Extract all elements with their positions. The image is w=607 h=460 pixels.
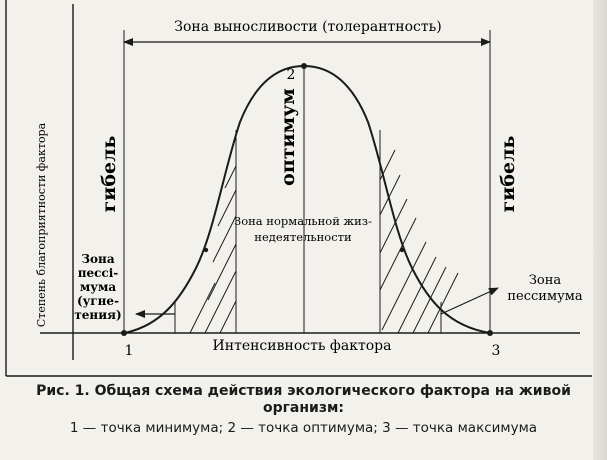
svg-text:пессимума: пессимума — [507, 289, 583, 304]
death-left-label: гибель — [98, 135, 120, 213]
death-right-label: гибель — [497, 135, 519, 213]
svg-text:Зона: Зона — [81, 252, 115, 266]
hatch-left — [190, 166, 236, 333]
tolerance-curve — [124, 66, 490, 333]
optimum-label: оптимум — [277, 88, 299, 186]
tolerance-zone-label: Зона выносливости (толерантность) — [174, 19, 442, 35]
point-optimum — [301, 63, 307, 69]
page-edge-shadow — [593, 0, 607, 460]
normal-zone-label-line2: недеятельности — [254, 230, 352, 244]
point-maximum — [487, 330, 493, 336]
curve-dot-left — [204, 248, 208, 252]
y-axis-label: Степень благоприятности фактора — [35, 122, 48, 328]
svg-text:тения): тения) — [74, 308, 122, 322]
pessimum-right-label — [507, 273, 582, 304]
figure-caption — [0, 383, 607, 436]
pessimum-right-arrow — [441, 288, 498, 314]
x-axis-label: Интенсивность фактора — [212, 338, 392, 354]
svg-text:Зона: Зона — [528, 273, 562, 288]
curve-dot-right — [400, 248, 404, 252]
svg-text:мума: мума — [79, 280, 117, 294]
point-optimum-label: 2 — [286, 67, 296, 83]
hatch-right — [380, 150, 458, 333]
pessimum-left-label — [74, 252, 121, 322]
point-minimum-label: 1 — [124, 343, 134, 359]
svg-text:пессі-: пессі- — [77, 266, 119, 280]
caption-title: Рис. 1. Общая схема действия экологического фактора на живой организм: — [36, 383, 571, 416]
normal-zone-label-line1: Зона нормальной жиз- — [234, 214, 372, 228]
caption-subtitle: 1 — точка минимума; 2 — точка оптимума; 3 — точка максимума — [69, 420, 538, 436]
svg-text:(угне-: (угне- — [76, 294, 120, 308]
point-maximum-label: 3 — [491, 343, 501, 359]
point-minimum — [121, 330, 127, 336]
